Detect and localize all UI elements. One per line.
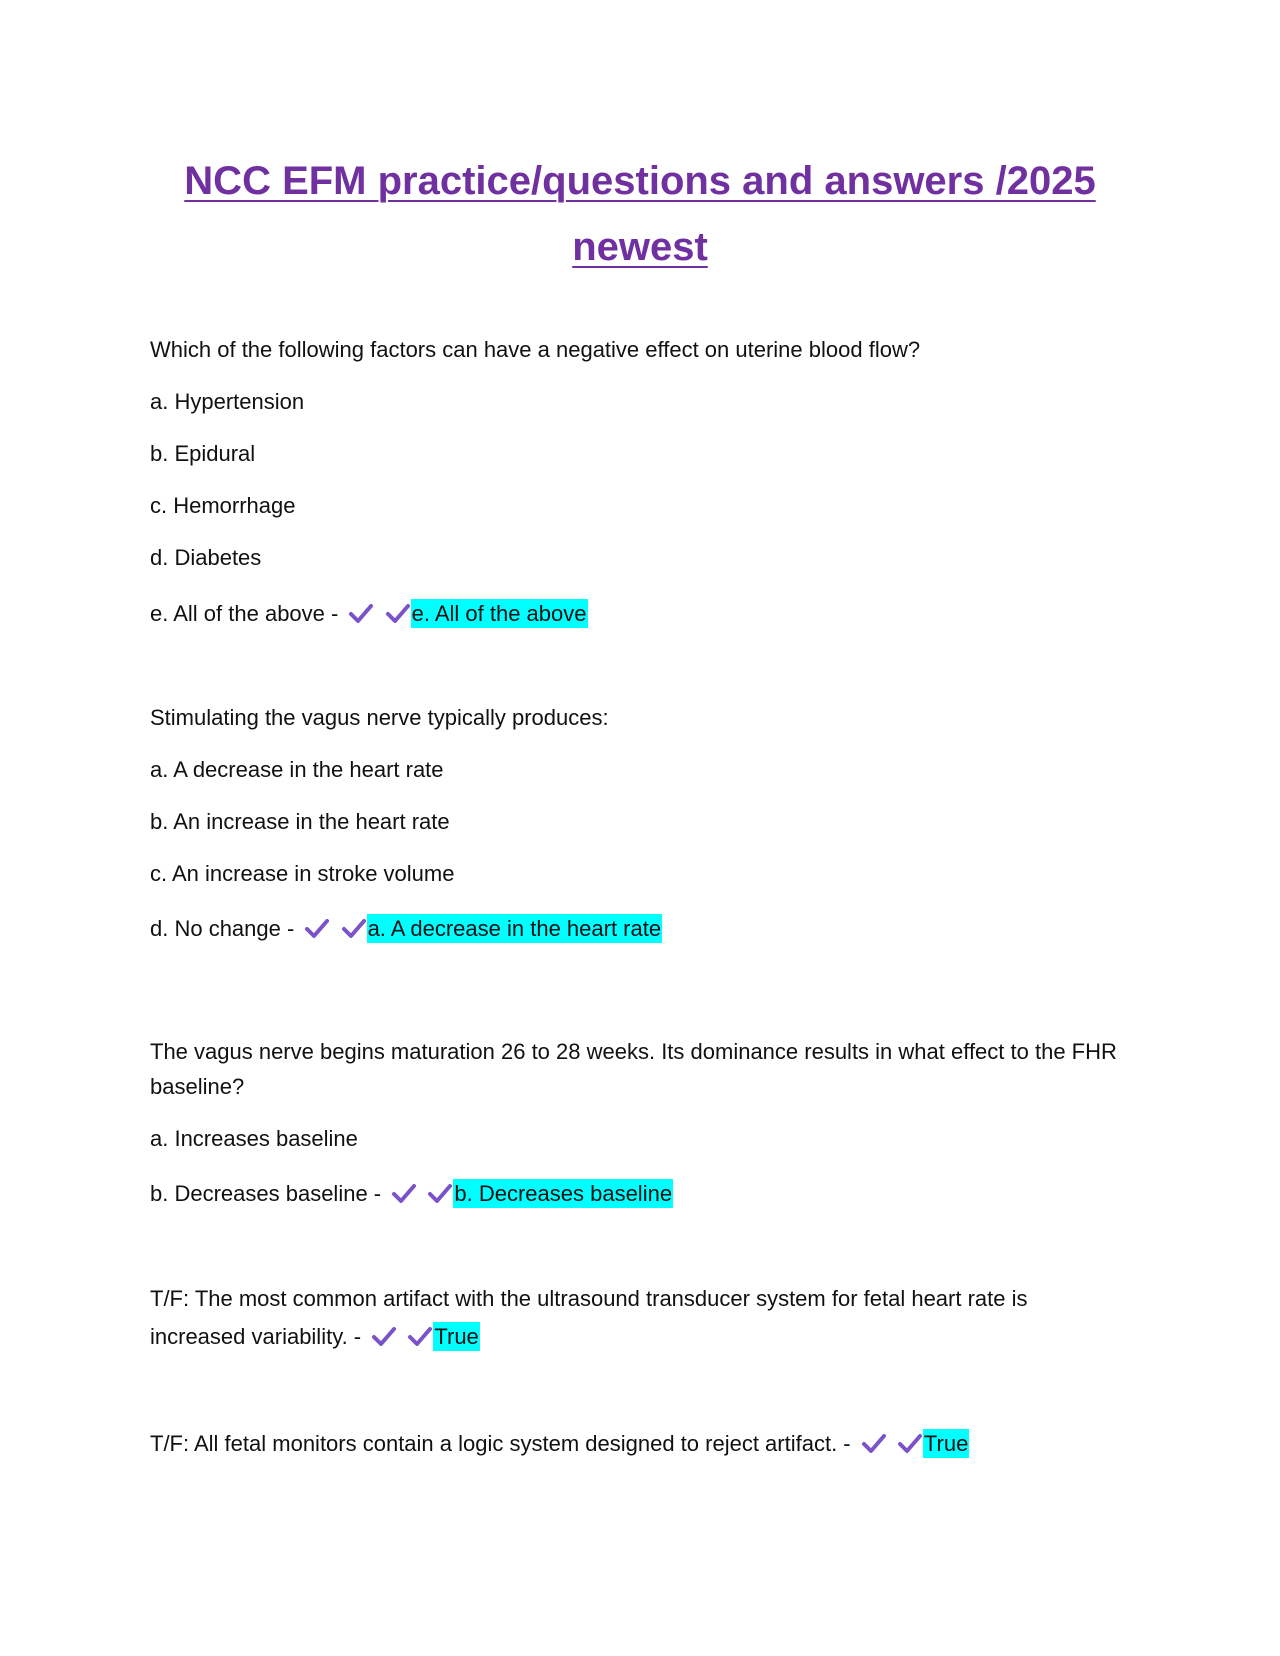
check-icon (861, 1433, 887, 1455)
q3-option-b: b. Decreases baseline - (150, 1181, 382, 1206)
q4-answer: True (434, 1324, 479, 1349)
q1-option-b: b. Epidural (150, 441, 256, 466)
q2-answer: a. A decrease in the heart rate (367, 916, 662, 941)
q2-prompt: Stimulating the vagus nerve typically produces: (150, 705, 609, 730)
check-icon (371, 1326, 397, 1348)
q4-answer-line (150, 1319, 1130, 1354)
q3-answer: b. Decreases baseline (454, 1181, 673, 1206)
check-icon (407, 1326, 433, 1348)
q3-option-a: a. Increases baseline (150, 1126, 358, 1151)
check-icon (385, 603, 411, 625)
q2-option-b: b. An increase in the heart rate (150, 809, 450, 834)
check-icon (391, 1183, 417, 1205)
q1-option-c: c. Hemorrhage (150, 493, 296, 518)
q1-option-a: a. Hypertension (150, 389, 305, 414)
check-icon (348, 603, 374, 625)
check-icon (427, 1183, 453, 1205)
q2-option-a: a. A decrease in the heart rate (150, 757, 444, 782)
q1-answer-line (150, 596, 1130, 631)
q3-answer-line (150, 1176, 1130, 1211)
q2-answer-line (150, 911, 1130, 946)
document-title: NCC EFM practice/questions and answers /2025 newest (184, 159, 1096, 269)
q4-prompt-line2: increased variability. - (150, 1324, 362, 1349)
q2-option-d: d. No change - (150, 916, 295, 941)
q5-answer-line (150, 1426, 1130, 1461)
q1-answer: e. All of the above (411, 601, 587, 626)
q1-prompt: Which of the following factors can have a negative effect on uterine blood flow? (150, 337, 921, 362)
check-icon (897, 1433, 923, 1455)
q4-prompt-line1: T/F: The most common artifact with the ultrasound transducer system for fetal heart rate is (150, 1286, 1028, 1311)
q5-prompt: T/F: All fetal monitors contain a logic system designed to reject artifact. - (150, 1431, 851, 1456)
q1-option-d: d. Diabetes (150, 545, 262, 570)
check-icon (341, 918, 367, 940)
q2-option-c: c. An increase in stroke volume (150, 861, 455, 886)
q5-answer: True (923, 1431, 969, 1456)
check-icon (304, 918, 330, 940)
q1-option-e: e. All of the above - (150, 601, 339, 626)
q3-prompt: The vagus nerve begins maturation 26 to 28 weeks. Its dominance results in what effect to the FHR baseline? (150, 1039, 1117, 1099)
